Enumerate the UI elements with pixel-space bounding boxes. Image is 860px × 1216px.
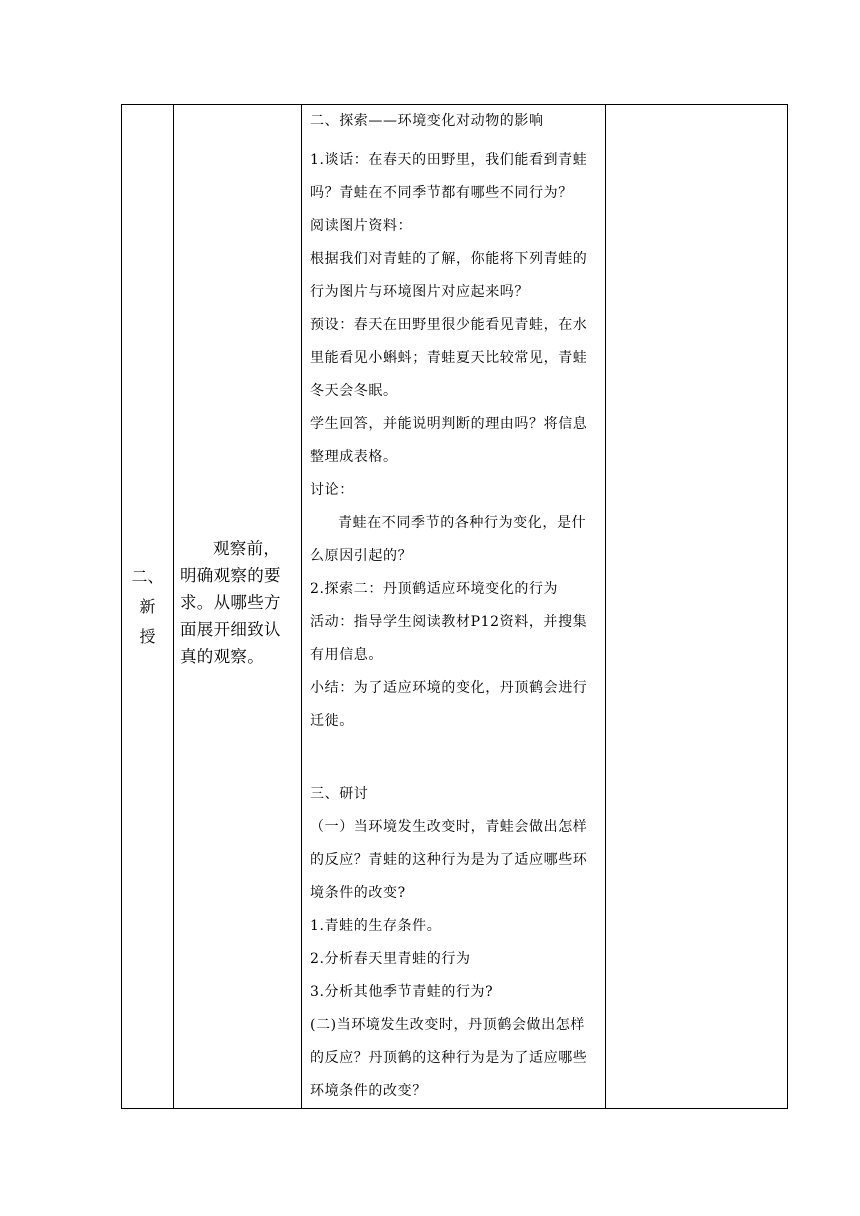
question-2-paragraph: (二)当环境发生改变时，丹顶鹤会做出怎样的反应？丹顶鹤的这种行为是为了适应哪些环境条件的改变？ (310, 1017, 588, 1099)
question-1-paragraph: （一）当环境发生改变时，青蛙会做出怎样的反应？青蛙的这种行为是为了适应哪些环境条件的改变? (310, 819, 588, 901)
explore2-heading: 2.探索二：丹顶鹤适应环境变化的行为 (310, 581, 559, 597)
section-name-line1: 新 (139, 596, 156, 616)
question-1-item-3: 3.分析其他季节青蛙的行为? (310, 984, 494, 1000)
discussion-label: 讨论： (310, 482, 354, 498)
section-name-line2: 授 (139, 626, 156, 646)
notes-cell (606, 105, 788, 1109)
objective-cell (174, 105, 302, 1109)
match-question-paragraph: 根据我们对青蛙的了解，你能将下列青蛙的行为图片与环境图片对应起来吗？ (310, 251, 588, 300)
lesson-plan-table (121, 104, 788, 1109)
question-1-item-1: 1.青蛙的生存条件。 (310, 918, 442, 934)
section-label (122, 562, 173, 652)
student-answer-paragraph: 学生回答，并能说明判断的理由吗？将信息整理成表格。 (310, 416, 588, 465)
section-cell (122, 105, 174, 1109)
objective-text: 观察前，明确观察的要求。从哪些方面展开细致认真的观察。 (180, 539, 281, 666)
activity-paragraph: 活动：指导学生阅读教材P12资料，并搜集有用信息。 (310, 614, 588, 663)
content-cell (302, 105, 606, 1109)
read-pictures-label: 阅读图片资料： (310, 218, 413, 234)
talk-paragraph: 1.谈话：在春天的田野里，我们能看到青蛙吗？青蛙在不同季节都有哪些不同行为？ (310, 152, 588, 201)
question-1-item-2: 2.分析春天里青蛙的行为 (310, 951, 471, 967)
discussion-paragraph: 青蛙在不同季节的各种行为变化，是什么原因引起的？ (310, 515, 587, 564)
section-number: 二、 (131, 566, 164, 586)
summary-paragraph: 小结：为了适应环境的变化，丹顶鹤会进行迁徙。 (310, 680, 588, 729)
spacer (310, 738, 599, 778)
heading-explore: 二、探索——环境变化对动物的影响 (310, 113, 544, 129)
heading-discuss: 三、研讨 (310, 786, 369, 802)
preset-paragraph: 预设：春天在田野里很少能看见青蛙，在水里能看见小蝌蚪；青蛙夏天比较常见，青蛙冬天会冬眠。 (310, 317, 588, 399)
table-row (122, 105, 788, 1109)
